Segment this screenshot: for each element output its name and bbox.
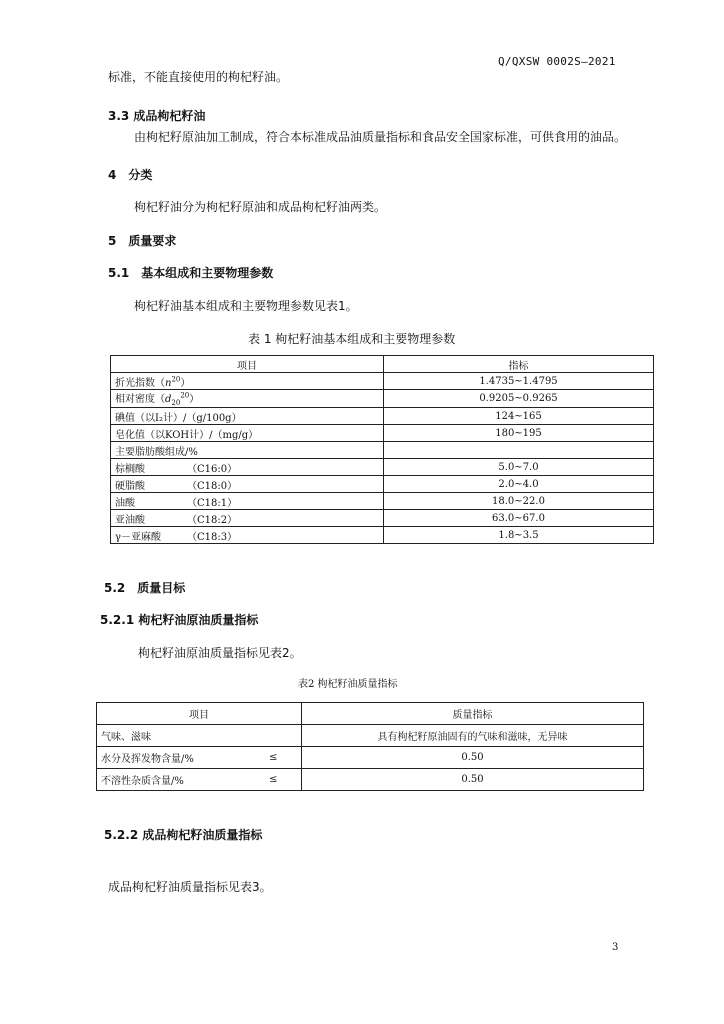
intro-line: 标准，不能直接使用的枸杞籽油。 (108, 70, 289, 84)
table-cell: 63.0~67.0 (384, 510, 654, 527)
table-cell: 气味、滋味 (97, 725, 302, 747)
refractive-symbol: n (165, 377, 172, 389)
document-code-header: Q/QXSW 0002S—2021 (498, 55, 616, 68)
table-row (97, 769, 644, 791)
table-cell: 0.9205~0.9265 (384, 390, 654, 408)
fatty-acid-name: 亚油酸 (115, 514, 145, 526)
fatty-acid-code: （C18:3） (187, 531, 238, 543)
table-cell: 不溶性杂质含量/% (97, 769, 266, 791)
section-5-2-1-heading: 5.2.1 枸杞籽油原油质量指标 (100, 613, 259, 627)
refractive-sup: 20 (171, 375, 181, 384)
table-cell: 2.0~4.0 (384, 476, 654, 493)
fatty-acid-code: （C18:0） (187, 480, 238, 492)
table-row (97, 725, 644, 747)
table-cell: 主要脂肪酸组成/% (111, 442, 384, 459)
refractive-close: ） (180, 377, 191, 389)
section-3-3-heading: 3.3 成品枸杞籽油 (108, 109, 206, 123)
fatty-acid-code: （C16:0） (187, 463, 238, 475)
table-cell (384, 442, 654, 459)
table-cell: 124~165 (384, 408, 654, 425)
section-5-2-2-text: 成品枸杞籽油质量指标见表3。 (108, 880, 272, 894)
table-cell-comparator: ≤ (265, 747, 302, 769)
table-cell: 18.0~22.0 (384, 493, 654, 510)
density-sub: 20 (171, 399, 181, 407)
table-cell: 180~195 (384, 425, 654, 442)
table-cell: 具有枸杞籽原油固有的气味和滋味，无异味 (302, 725, 644, 747)
table-row (111, 356, 654, 373)
table-1 (110, 355, 654, 544)
table-row (111, 425, 654, 442)
table-cell: 皂化值（以KOH计）/（mg/g） (111, 425, 384, 442)
table-cell: 5.0~7.0 (384, 459, 654, 476)
section-5-2-2-heading: 5.2.2 成品枸杞籽油质量指标 (104, 828, 263, 842)
table-header-cell: 指标 (384, 356, 654, 373)
page-number: 3 (612, 942, 619, 953)
fatty-acid-code: （C18:1） (187, 497, 238, 509)
table-cell (111, 373, 384, 390)
table-2-caption: 表2 枸杞籽油质量指标 (298, 679, 398, 690)
table-row (111, 442, 654, 459)
table-header-cell: 项目 (97, 703, 302, 725)
table-cell: 0.50 (302, 747, 644, 769)
fatty-acid-name: 棕榈酸 (115, 463, 145, 475)
section-3-3-text: 由枸杞籽原油加工制成，符合本标准成品油质量指标和食品安全国家标准，可供食用的油品。 (134, 130, 627, 144)
table-row (111, 373, 654, 390)
table-row (111, 527, 654, 544)
refractive-label: 折光指数（ (115, 377, 165, 389)
table-cell: 0.50 (302, 769, 644, 791)
density-symbol: d (165, 394, 172, 405)
table-row (111, 390, 654, 408)
section-5-2-1-text: 枸杞籽油原油质量指标见表2。 (138, 646, 302, 660)
section-4-heading: 4 分类 (108, 168, 153, 182)
table-cell (111, 510, 384, 527)
table-cell (111, 459, 384, 476)
table-cell: 水分及挥发物含量/% (97, 747, 266, 769)
section-5-1-text: 枸杞籽油基本组成和主要物理参数见表1。 (134, 299, 358, 313)
fatty-acid-name: γ－亚麻酸 (115, 531, 161, 543)
table-1-caption: 表 1 枸杞籽油基本组成和主要物理参数 (248, 332, 456, 346)
density-label: 相对密度（ (115, 394, 165, 405)
fatty-acid-name: 油酸 (115, 497, 135, 509)
table-row (111, 408, 654, 425)
section-5-2-heading: 5.2 质量目标 (104, 581, 186, 595)
fatty-acid-code: （C18:2） (187, 514, 238, 526)
table-row (111, 476, 654, 493)
section-4-text: 枸杞籽油分为枸杞籽原油和成品枸杞籽油两类。 (134, 200, 387, 214)
table-row (111, 493, 654, 510)
table-cell: 1.4735~1.4795 (384, 373, 654, 390)
table-cell (111, 476, 384, 493)
table-cell (111, 493, 384, 510)
table-row (111, 459, 654, 476)
table-row (97, 703, 644, 725)
table-row (111, 510, 654, 527)
density-sup: 20 (180, 391, 190, 400)
table-header-cell: 项目 (111, 356, 384, 373)
fatty-acid-name: 硬脂酸 (115, 480, 145, 492)
section-5-heading: 5 质量要求 (108, 234, 177, 248)
table-header-cell: 质量指标 (302, 703, 644, 725)
table-cell (111, 390, 384, 408)
table-cell: 1.8~3.5 (384, 527, 654, 544)
table-cell-comparator: ≤ (265, 769, 302, 791)
table-cell: 碘值（以I₂计）/（g/100g） (111, 408, 384, 425)
density-close: ） (189, 394, 200, 405)
table-cell (111, 527, 384, 544)
table-2 (96, 702, 644, 791)
table-row (97, 747, 644, 769)
section-5-1-heading: 5.1 基本组成和主要物理参数 (108, 266, 274, 280)
